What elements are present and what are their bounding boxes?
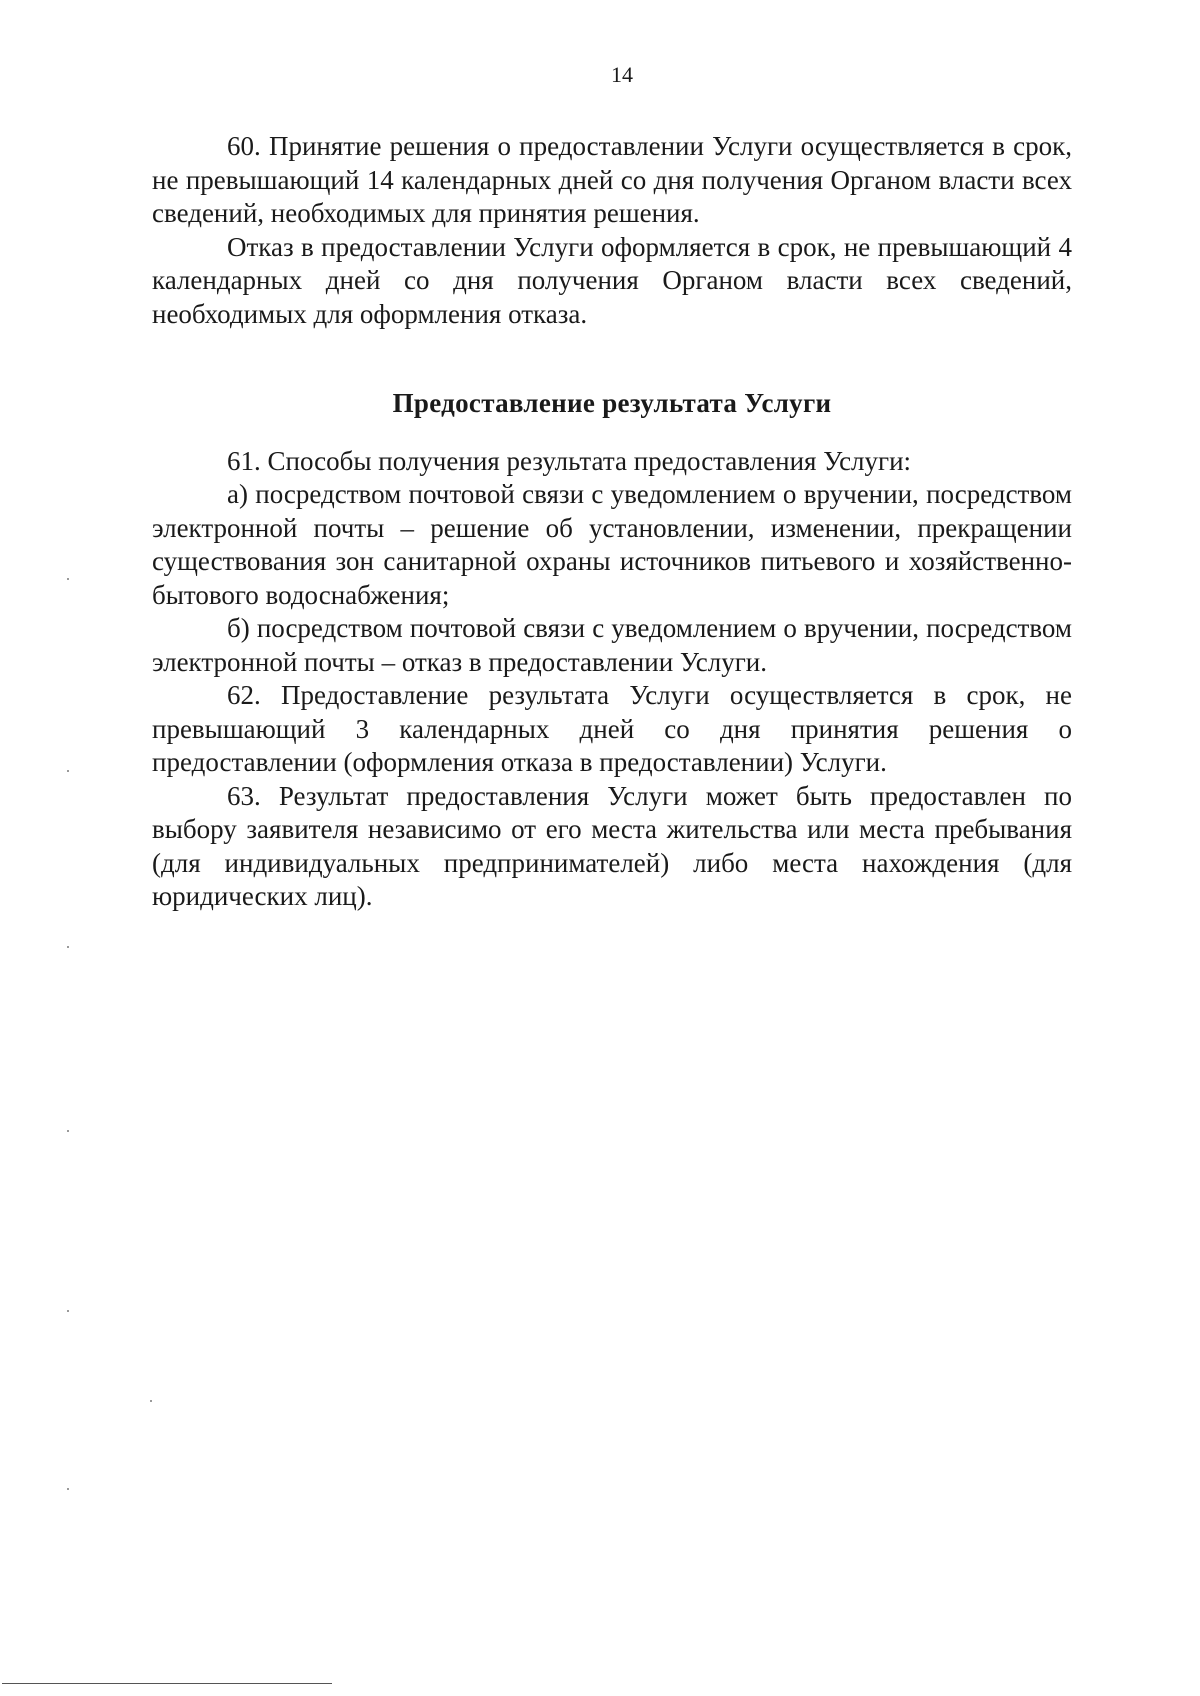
scan-mark bbox=[150, 1400, 152, 1402]
scan-mark bbox=[67, 770, 69, 772]
paragraph-refusal-term: Отказ в предоставлении Услуги оформляется в срок, не превышающий 4 календарных дней со дня получения Органом власти всех сведений, необходимых для оформления отказа. bbox=[152, 231, 1072, 329]
scan-mark bbox=[67, 1310, 69, 1312]
paragraph-61b: б) посредством почтовой связи с уведомлением о вручении, посредством электронной почты – отказ в предоставлении Услуги. bbox=[152, 613, 1072, 677]
paragraph-61a: а) посредством почтовой связи с уведомлением о вручении, посредством электронной почты – решение об установлении, изменении, прекращении существования зон санитарной охраны источников питьевого и хозяйственно-бытового водоснабжения; bbox=[152, 479, 1072, 610]
scan-mark bbox=[67, 1488, 69, 1490]
paragraph-62: 62. Предоставление результата Услуги осуществляется в срок, не превышающий 3 календарных дней со дня принятия решения о предоставлении (оформления отказа в предоставлении) Услуги. bbox=[152, 680, 1072, 777]
paragraph-60: 60. Принятие решения о предоставлении Услуги осуществляется в срок, не превышающий 14 календарных дней со дня получения Органом власти всех сведений, необходимых для принятия решения. bbox=[152, 131, 1072, 228]
scan-mark bbox=[67, 578, 69, 580]
scan-edge-line bbox=[2, 1683, 332, 1684]
scan-mark bbox=[67, 946, 69, 948]
scan-mark bbox=[67, 1130, 69, 1132]
paragraph-61: 61. Способы получения результата предоставления Услуги: bbox=[227, 445, 912, 476]
section-heading: Предоставление результата Услуги bbox=[392, 388, 832, 418]
paragraph-63: 63. Результат предоставления Услуги может быть предоставлен по выбору заявителя независимо от его места жительства или места пребывания (для индивидуальных предпринимателей) либо места нахождения (для юридических лиц). bbox=[152, 780, 1072, 911]
page-number: 14 bbox=[611, 62, 633, 87]
document-body bbox=[152, 130, 1072, 914]
